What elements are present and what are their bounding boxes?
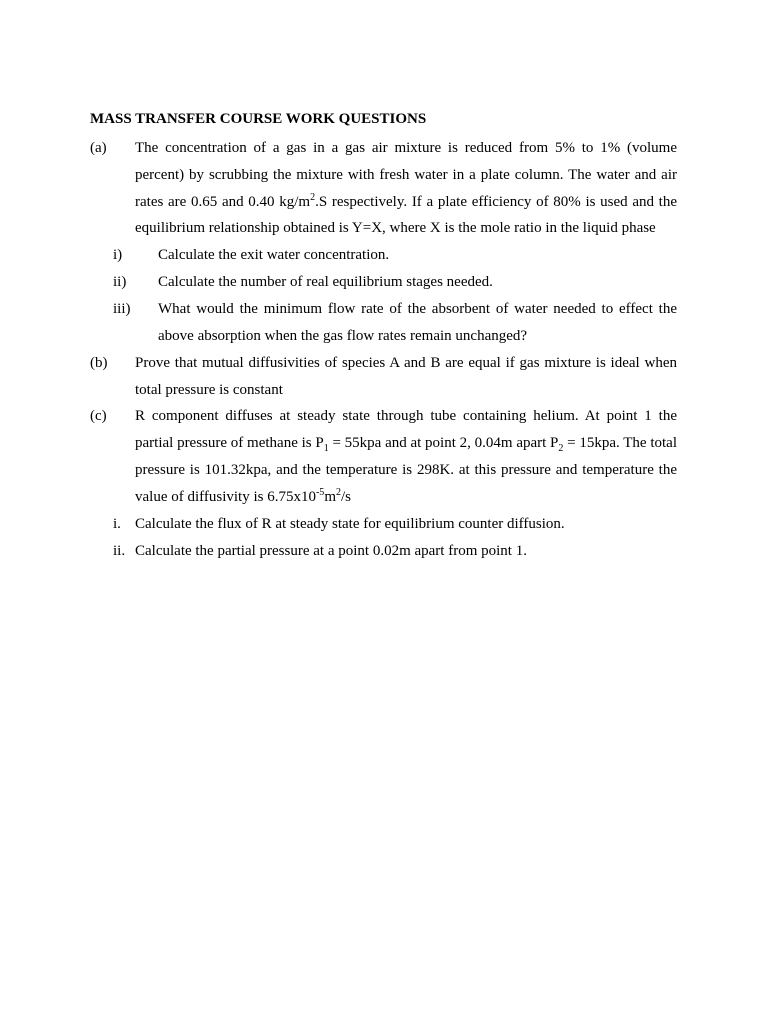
question-a-sub-1-label: i)	[113, 247, 123, 264]
question-c-text	[135, 403, 677, 510]
document-page	[90, 107, 677, 565]
question-c-text-part-4: m	[324, 488, 336, 505]
question-b	[90, 350, 677, 404]
question-c-text-part-5: /s	[340, 488, 351, 505]
question-c-sub-1-text: Calculate the flux of R at steady state for equilibrium counter diffusion.	[135, 515, 565, 532]
question-c-superscript: 2	[335, 486, 341, 498]
question-a-sub-3-text: What would the minimum flow rate of the absorbent of water needed to effect the above absorption when the gas flow rates remain unchanged?	[158, 301, 677, 344]
question-a-text-part-2: .S respectively. If a plate efficiency of 80% is used and the equilibrium relationship obtained is Y=X, where X is the mole ratio in the liquid phase	[135, 193, 678, 237]
question-c-subscript-2: 2	[558, 443, 564, 455]
question-c-sub-2-text: Calculate the partial pressure at a point 0.02m apart from point 1.	[135, 542, 527, 559]
question-c-text-part-2: = 55kpa and at point 2, 0.04m apart P	[328, 435, 559, 452]
question-c-text-part-1: R component diffuses at steady state through tube containing helium. At point 1 the partial pressure of methane is P	[135, 408, 677, 452]
question-c-sub-1-label: i.	[113, 515, 121, 532]
question-a-text-part-1: The concentration of a gas in a gas air mixture is reduced from 5% to 1% (volume percent) by scrubbing the mixture with fresh water in a plate column. The water and air rates are 0.65 and 0.40 kg/m	[135, 140, 677, 210]
question-c-sub-2	[90, 538, 677, 565]
question-a-sub-2-text: Calculate the number of real equilibrium stages needed.	[158, 274, 493, 291]
question-a-sub-3	[90, 296, 677, 350]
question-c	[90, 403, 677, 510]
question-a	[90, 135, 677, 242]
question-c-subscript-1: 1	[323, 443, 329, 455]
question-a-text	[135, 135, 677, 242]
question-b-text: Prove that mutual diffusivities of species A and B are equal if gas mixture is ideal when total pressure is constant	[135, 354, 677, 398]
question-c-exponent: -5	[315, 486, 325, 498]
question-a-superscript: 2	[310, 191, 316, 203]
question-a-sub-3-label: iii)	[113, 301, 131, 318]
question-b-label: (b)	[90, 354, 108, 371]
question-c-sub-2-label: ii.	[113, 542, 126, 559]
question-a-label: (a)	[90, 140, 107, 156]
question-c-sub-1	[90, 511, 677, 538]
question-c-text-part-3: = 15kpa. The total pressure is 101.32kpa, and the temperature is 298K. at this pressure and temperature the value of diffusivity is 6.75x10	[135, 435, 677, 505]
question-a-sub-2	[90, 269, 677, 296]
document-title: MASS TRANSFER COURSE WORK QUESTIONS	[90, 111, 427, 127]
question-c-label: (c)	[90, 408, 107, 425]
question-a-sub-1	[90, 242, 677, 269]
question-a-sub-2-label: ii)	[113, 274, 127, 291]
question-a-sub-1-text: Calculate the exit water concentration.	[158, 247, 390, 264]
